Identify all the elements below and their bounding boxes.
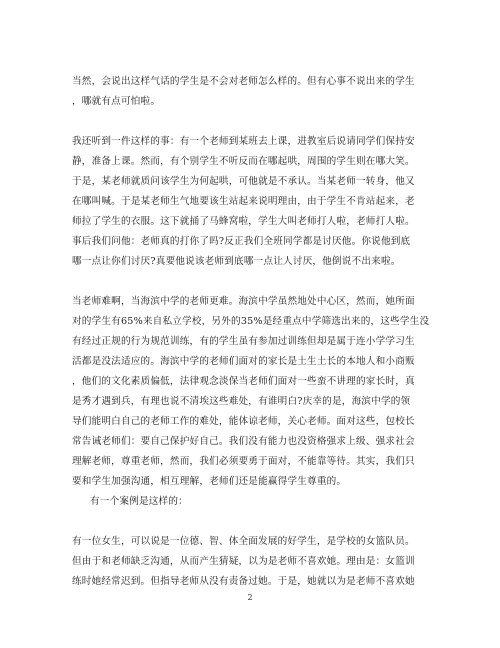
text-line: 事后我们问他：老师真的打你了吗?反正我们全班同学都是讨厌他。你说他到底 xyxy=(72,236,411,247)
text-line: 有经过正规的行为规范训练，有的学生虽有参加过训练但却是属于连小学学习生 xyxy=(72,336,415,347)
paragraph-4 xyxy=(72,492,428,512)
text-line: 对的学生有65%来自私立学校，另外的35%是经重点中学筛选出来的，这些学生没 xyxy=(72,316,430,327)
text-line: ，他们的文化素质偏低，法律观念淡保当老师们面对一些蛮不讲理的家长时，真 xyxy=(72,376,415,387)
text-line: 有一位女生，可以说是一位德、智、体全面发展的好学生，是学校的女篮队员。 xyxy=(72,536,415,547)
text-line: 在哪叫喊。于是某老师生气地要该生站起来说明理由，由于学生不肯站起来，老 xyxy=(72,196,415,207)
text-line: 常告诫老师们：要自己保护好自己。我们没有能力也没资格强求上级、强求社会 xyxy=(72,436,415,447)
text-line: 于是，某老师就质问该学生为何起哄，可他就是不承认。当某老师一转身，他又 xyxy=(72,176,415,187)
text-line: 要和学生加强沟通，相互理解，老师们还是能赢得学生尊重的。 xyxy=(72,476,347,487)
text-line: 师拉了学生的衣服。这下就捅了马蜂窝啦，学生大叫老师打人啦，老师打人啦。 xyxy=(72,216,415,227)
paragraph-3 xyxy=(72,292,428,492)
paragraph-5 xyxy=(72,532,428,592)
text-line: 练时她经常迟到。但指导老师从没有责备过她。于是，她就以为是老师不喜欢她 xyxy=(72,576,415,587)
text-line: 理解老师，尊重老师，然而，我们必须要勇于面对，不能靠等待。其实，我们只 xyxy=(72,456,415,467)
text-line: ，哪就有点可怕啦。 xyxy=(72,96,161,107)
text-line: 哪一点让你们讨厌?真要他说该老师到底哪一点让人讨厌，他倒说不出来啦。 xyxy=(72,256,401,267)
text-line: 是秀才遇到兵，有理也说不清埃这些难处，有谁明白?庆幸的是，海滨中学的领 xyxy=(72,396,411,407)
page-number: 2 xyxy=(247,593,253,602)
text-line: 静，准备上课。然而，有个别学生不听反而在哪起哄，周围的学生则在哪大笑。 xyxy=(72,156,415,167)
text-line: 活都是没法适应的。海滨中学的老师们面对的家长是土生土长的本地人和小商贩 xyxy=(72,356,415,367)
paragraph-2 xyxy=(72,132,428,272)
document-body xyxy=(72,72,428,592)
text-line: 有一个案例是这样的： xyxy=(90,496,188,507)
paragraph-1 xyxy=(72,72,428,112)
text-line: 当老师难啊，当海滨中学的老师更难。海滨中学虽然地处中心区，然而，她所面 xyxy=(72,296,415,307)
text-line: 我还听到一件这样的事：有一个老师到某班去上课，进教室后说请同学们保持安 xyxy=(72,136,415,147)
text-line: 但由于和老师缺乏沟通，从而产生猜疑，以为是老师不喜欢她。理由是：女篮训 xyxy=(72,556,415,567)
text-line: 当然，会说出这样气话的学生是不会对老师怎么样的。但有心事不说出来的学生 xyxy=(72,76,415,87)
text-line: 导们能明白自己的老师工作的难处，能体谅老师，关心老师。面对这些，包校长 xyxy=(72,416,415,427)
